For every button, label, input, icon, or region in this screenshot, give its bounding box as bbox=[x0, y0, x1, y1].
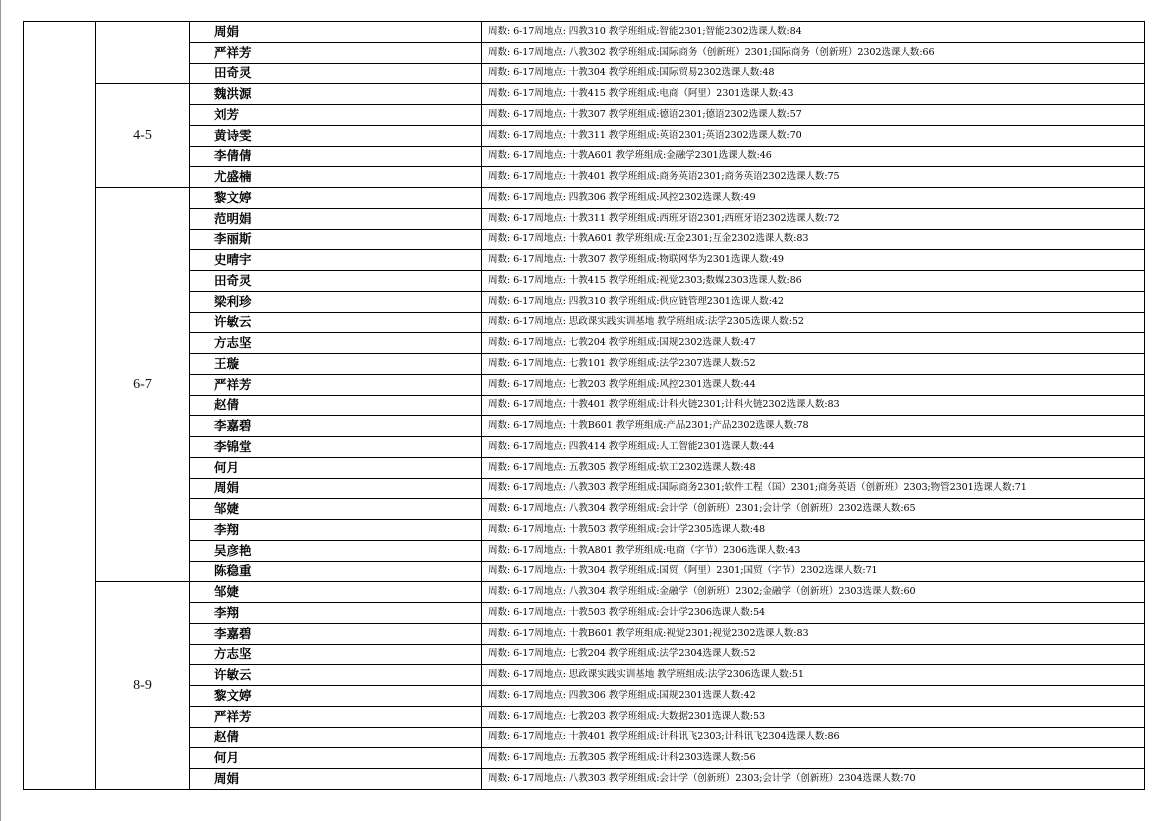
course-detail-cell: 周数: 6-17周地点: 十教401 教学班组成:商务英语2301;商务英语2302选课人数:75 bbox=[482, 167, 1145, 188]
course-detail-cell: 周数: 6-17周地点: 十教B601 教学班组成:产品2301;产品2302选课人数:78 bbox=[482, 416, 1145, 437]
table-row bbox=[24, 312, 1145, 333]
teacher-name-cell: 王璇 bbox=[190, 354, 482, 375]
course-detail-cell: 周数: 6-17周地点: 十教415 教学班组成:电商（阿里）2301选课人数:43 bbox=[482, 84, 1145, 105]
course-detail-cell: 周数: 6-17周地点: 四教310 教学班组成:智能2301;智能2302选课人数:84 bbox=[482, 22, 1145, 43]
table-row bbox=[24, 42, 1145, 63]
table-row bbox=[24, 229, 1145, 250]
table-row bbox=[24, 146, 1145, 167]
course-detail-cell: 周数: 6-17周地点: 十教401 教学班组成:计科讯飞2303;计科讯飞2304选课人数:86 bbox=[482, 727, 1145, 748]
table-row bbox=[24, 665, 1145, 686]
course-detail-cell: 周数: 6-17周地点: 四教306 教学班组成:风控2302选课人数:49 bbox=[482, 188, 1145, 209]
table-row bbox=[24, 520, 1145, 541]
table-row bbox=[24, 188, 1145, 209]
table-row bbox=[24, 374, 1145, 395]
course-detail-cell: 周数: 6-17周地点: 七教204 教学班组成:法学2304选课人数:52 bbox=[482, 644, 1145, 665]
teacher-name-cell: 赵倩 bbox=[190, 395, 482, 416]
course-detail-cell: 周数: 6-17周地点: 思政课实践实训基地 教学班组成:法学2305选课人数:52 bbox=[482, 312, 1145, 333]
table-row bbox=[24, 769, 1145, 790]
table-row bbox=[24, 395, 1145, 416]
course-detail-cell: 周数: 6-17周地点: 十教307 教学班组成:物联网华为2301选课人数:49 bbox=[482, 250, 1145, 271]
table-row bbox=[24, 250, 1145, 271]
table-row bbox=[24, 354, 1145, 375]
teacher-name-cell: 魏洪源 bbox=[190, 84, 482, 105]
table-row bbox=[24, 623, 1145, 644]
course-detail-cell: 周数: 6-17周地点: 七教101 教学班组成:法学2307选课人数:52 bbox=[482, 354, 1145, 375]
course-detail-cell: 周数: 6-17周地点: 四教414 教学班组成:人工智能2301选课人数:44 bbox=[482, 437, 1145, 458]
table-row bbox=[24, 291, 1145, 312]
table-row bbox=[24, 333, 1145, 354]
course-detail-cell: 周数: 6-17周地点: 四教310 教学班组成:供应链管理2301选课人数:42 bbox=[482, 291, 1145, 312]
table-row bbox=[24, 208, 1145, 229]
teacher-name-cell: 周娟 bbox=[190, 769, 482, 790]
course-detail-cell: 周数: 6-17周地点: 十教415 教学班组成:视觉2303;数媒2303选课人数:86 bbox=[482, 271, 1145, 292]
course-detail-cell: 周数: 6-17周地点: 四教306 教学班组成:国规2301选课人数:42 bbox=[482, 686, 1145, 707]
course-detail-cell: 周数: 6-17周地点: 七教204 教学班组成:国规2302选课人数:47 bbox=[482, 333, 1145, 354]
teacher-name-cell: 梁利珍 bbox=[190, 291, 482, 312]
table-row bbox=[24, 603, 1145, 624]
table-row bbox=[24, 22, 1145, 43]
course-detail-cell: 周数: 6-17周地点: 十教311 教学班组成:英语2301;英语2302选课人数:70 bbox=[482, 125, 1145, 146]
day-column-cell bbox=[24, 22, 96, 790]
teacher-name-cell: 周娟 bbox=[190, 478, 482, 499]
table-row bbox=[24, 478, 1145, 499]
table-row bbox=[24, 499, 1145, 520]
period-cell bbox=[96, 22, 190, 84]
course-detail-cell: 周数: 6-17周地点: 七教203 教学班组成:大数据2301选课人数:53 bbox=[482, 706, 1145, 727]
course-detail-cell: 周数: 6-17周地点: 五教305 教学班组成:软工2302选课人数:48 bbox=[482, 457, 1145, 478]
course-detail-cell: 周数: 6-17周地点: 八教303 教学班组成:国际商务2301;软件工程（国）2301;商务英语（创新班）2303;物管2301选课人数:71 bbox=[482, 478, 1145, 499]
course-detail-cell: 周数: 6-17周地点: 十教B601 教学班组成:视觉2301;视觉2302选课人数:83 bbox=[482, 623, 1145, 644]
teacher-name-cell: 田奇灵 bbox=[190, 271, 482, 292]
table-row bbox=[24, 540, 1145, 561]
course-detail-cell: 周数: 6-17周地点: 七教203 教学班组成:风控2301选课人数:44 bbox=[482, 374, 1145, 395]
teacher-name-cell: 李锦堂 bbox=[190, 437, 482, 458]
course-detail-cell: 周数: 6-17周地点: 十教401 教学班组成:计科火链2301;计科火链2302选课人数:83 bbox=[482, 395, 1145, 416]
course-detail-cell: 周数: 6-17周地点: 八教302 教学班组成:国际商务（创新班）2301;国际商务（创新班）2302选课人数:66 bbox=[482, 42, 1145, 63]
schedule-table bbox=[23, 21, 1145, 790]
course-detail-cell: 周数: 6-17周地点: 十教311 教学班组成:西班牙语2301;西班牙语2302选课人数:72 bbox=[482, 208, 1145, 229]
course-detail-cell: 周数: 6-17周地点: 五教305 教学班组成:计科2303选课人数:56 bbox=[482, 748, 1145, 769]
teacher-name-cell: 严祥芳 bbox=[190, 706, 482, 727]
period-cell: 6-7 bbox=[96, 188, 190, 582]
teacher-name-cell: 严祥芳 bbox=[190, 42, 482, 63]
course-detail-cell: 周数: 6-17周地点: 八教304 教学班组成:会计学（创新班）2301;会计学（创新班）2302选课人数:65 bbox=[482, 499, 1145, 520]
course-detail-cell: 周数: 6-17周地点: 思政课实践实训基地 教学班组成:法学2306选课人数:51 bbox=[482, 665, 1145, 686]
teacher-name-cell: 黎文婷 bbox=[190, 188, 482, 209]
table-row bbox=[24, 561, 1145, 582]
teacher-name-cell: 周娟 bbox=[190, 22, 482, 43]
table-row bbox=[24, 63, 1145, 84]
course-detail-cell: 周数: 6-17周地点: 十教A601 教学班组成:金融学2301选课人数:46 bbox=[482, 146, 1145, 167]
table-row bbox=[24, 582, 1145, 603]
course-detail-cell: 周数: 6-17周地点: 八教303 教学班组成:会计学（创新班）2303;会计学（创新班）2304选课人数:70 bbox=[482, 769, 1145, 790]
teacher-name-cell: 李丽斯 bbox=[190, 229, 482, 250]
teacher-name-cell: 严祥芳 bbox=[190, 374, 482, 395]
teacher-name-cell: 刘芳 bbox=[190, 105, 482, 126]
table-row bbox=[24, 644, 1145, 665]
course-detail-cell: 周数: 6-17周地点: 十教503 教学班组成:会计学2305选课人数:48 bbox=[482, 520, 1145, 541]
table-row bbox=[24, 271, 1145, 292]
table-row bbox=[24, 706, 1145, 727]
table-row bbox=[24, 416, 1145, 437]
teacher-name-cell: 邹婕 bbox=[190, 499, 482, 520]
table-row bbox=[24, 686, 1145, 707]
schedule-body bbox=[24, 22, 1145, 790]
teacher-name-cell: 陈稳重 bbox=[190, 561, 482, 582]
teacher-name-cell: 李翔 bbox=[190, 520, 482, 541]
teacher-name-cell: 史晴宇 bbox=[190, 250, 482, 271]
teacher-name-cell: 何月 bbox=[190, 748, 482, 769]
teacher-name-cell: 邹婕 bbox=[190, 582, 482, 603]
course-detail-cell: 周数: 6-17周地点: 八教304 教学班组成:金融学（创新班）2302;金融学（创新班）2303选课人数:60 bbox=[482, 582, 1145, 603]
teacher-name-cell: 许敏云 bbox=[190, 312, 482, 333]
table-row bbox=[24, 457, 1145, 478]
period-cell: 8-9 bbox=[96, 582, 190, 790]
course-detail-cell: 周数: 6-17周地点: 十教304 教学班组成:国际贸易2302选课人数:48 bbox=[482, 63, 1145, 84]
course-detail-cell: 周数: 6-17周地点: 十教503 教学班组成:会计学2306选课人数:54 bbox=[482, 603, 1145, 624]
table-row bbox=[24, 748, 1145, 769]
teacher-name-cell: 何月 bbox=[190, 457, 482, 478]
table-row bbox=[24, 105, 1145, 126]
table-row bbox=[24, 167, 1145, 188]
teacher-name-cell: 许敏云 bbox=[190, 665, 482, 686]
teacher-name-cell: 李嘉碧 bbox=[190, 416, 482, 437]
course-detail-cell: 周数: 6-17周地点: 十教307 教学班组成:德语2301;德语2302选课人数:57 bbox=[482, 105, 1145, 126]
teacher-name-cell: 黎文婷 bbox=[190, 686, 482, 707]
course-detail-cell: 周数: 6-17周地点: 十教A601 教学班组成:互金2301;互金2302选课人数:83 bbox=[482, 229, 1145, 250]
table-row bbox=[24, 84, 1145, 105]
teacher-name-cell: 李嘉碧 bbox=[190, 623, 482, 644]
teacher-name-cell: 田奇灵 bbox=[190, 63, 482, 84]
teacher-name-cell: 李翔 bbox=[190, 603, 482, 624]
teacher-name-cell: 李倩倩 bbox=[190, 146, 482, 167]
table-row bbox=[24, 125, 1145, 146]
teacher-name-cell: 范明娟 bbox=[190, 208, 482, 229]
teacher-name-cell: 方志坚 bbox=[190, 333, 482, 354]
table-row bbox=[24, 437, 1145, 458]
course-detail-cell: 周数: 6-17周地点: 十教A801 教学班组成:电商（字节）2306选课人数:43 bbox=[482, 540, 1145, 561]
teacher-name-cell: 尤盛楠 bbox=[190, 167, 482, 188]
teacher-name-cell: 吴彦艳 bbox=[190, 540, 482, 561]
course-detail-cell: 周数: 6-17周地点: 十教304 教学班组成:国贸（阿里）2301;国贸（字节）2302选课人数:71 bbox=[482, 561, 1145, 582]
teacher-name-cell: 黄诗雯 bbox=[190, 125, 482, 146]
period-cell: 4-5 bbox=[96, 84, 190, 188]
teacher-name-cell: 方志坚 bbox=[190, 644, 482, 665]
teacher-name-cell: 赵倩 bbox=[190, 727, 482, 748]
table-row bbox=[24, 727, 1145, 748]
